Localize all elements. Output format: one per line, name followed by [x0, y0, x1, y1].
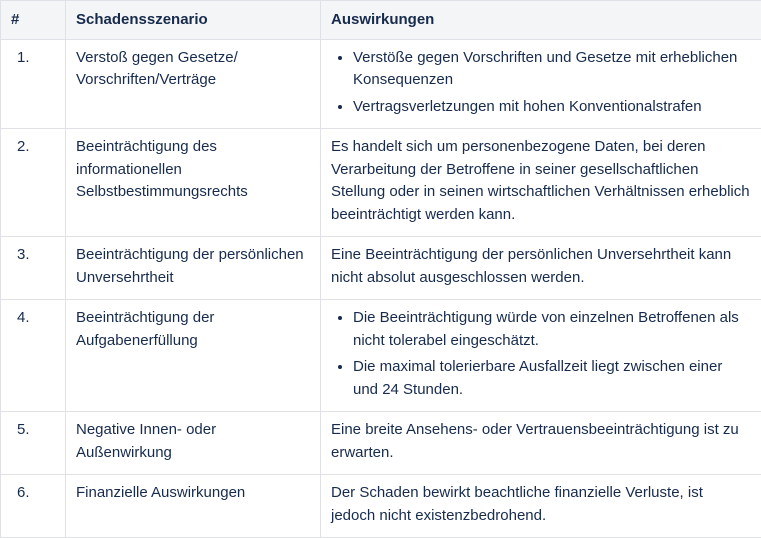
effects-list-item: • Die maximal tolerierbare Ausfallzeit liegt zwischen einer und 24 Stunden.: [353, 356, 751, 401]
effects-list-item: • Die Beeinträchtigung würde von einzelnen Betroffenen als nicht tolerabel eingeschätzt.: [353, 307, 751, 352]
row-scenario: Verstoß gegen Gesetze/ Vorschriften/Verträge: [66, 39, 321, 129]
effects-list-item: • Vertragsverletzungen mit hohen Konventionalstrafen: [353, 96, 751, 119]
row-number: 5.: [1, 412, 66, 475]
table-row: [1, 300, 761, 412]
row-effects: Eine Beeinträchtigung der persönlichen Unversehrtheit kann nicht absolut ausgeschlossen werden.: [321, 237, 761, 300]
row-scenario: Beeinträchtigung der Aufgabenerfüllung: [66, 300, 321, 412]
effects-list: [331, 307, 751, 401]
row-effects: [321, 300, 761, 412]
row-scenario: Beeinträchtigung des informationellen Selbstbestimmungsrechts: [66, 129, 321, 237]
row-scenario: Negative Innen- oder Außenwirkung: [66, 412, 321, 475]
header-scenario: Schadensszenario: [66, 1, 321, 40]
table-row: [1, 39, 761, 129]
table-row: [1, 237, 761, 300]
effects-list: [331, 47, 751, 119]
row-number: 6.: [1, 475, 66, 538]
row-number: 2.: [1, 129, 66, 237]
row-effects: Eine breite Ansehens- oder Vertrauensbeeinträchtigung ist zu erwarten.: [321, 412, 761, 475]
table-row: [1, 412, 761, 475]
table-row: [1, 475, 761, 538]
row-scenario: Finanzielle Auswirkungen: [66, 475, 321, 538]
row-effects: Der Schaden bewirkt beachtliche finanzielle Verluste, ist jedoch nicht existenzbedrohend.: [321, 475, 761, 538]
row-number: 3.: [1, 237, 66, 300]
effects-list-item: • Verstöße gegen Vorschriften und Gesetze mit erheblichen Konsequenzen: [353, 47, 751, 92]
table-header-row: [1, 1, 761, 40]
header-effects: Auswirkungen: [321, 1, 761, 40]
header-number: #: [1, 1, 66, 40]
row-effects: [321, 39, 761, 129]
row-scenario: Beeinträchtigung der persönlichen Unversehrtheit: [66, 237, 321, 300]
table-row: [1, 129, 761, 237]
row-number: 4.: [1, 300, 66, 412]
row-effects: Es handelt sich um personenbezogene Daten, bei deren Verarbeitung der Betroffene in seiner gesellschaftlichen Stellung oder in seinen wirtschaftlichen Verhältnissen erheblich beeinträchtigt werden kann.: [321, 129, 761, 237]
row-number: 1.: [1, 39, 66, 129]
